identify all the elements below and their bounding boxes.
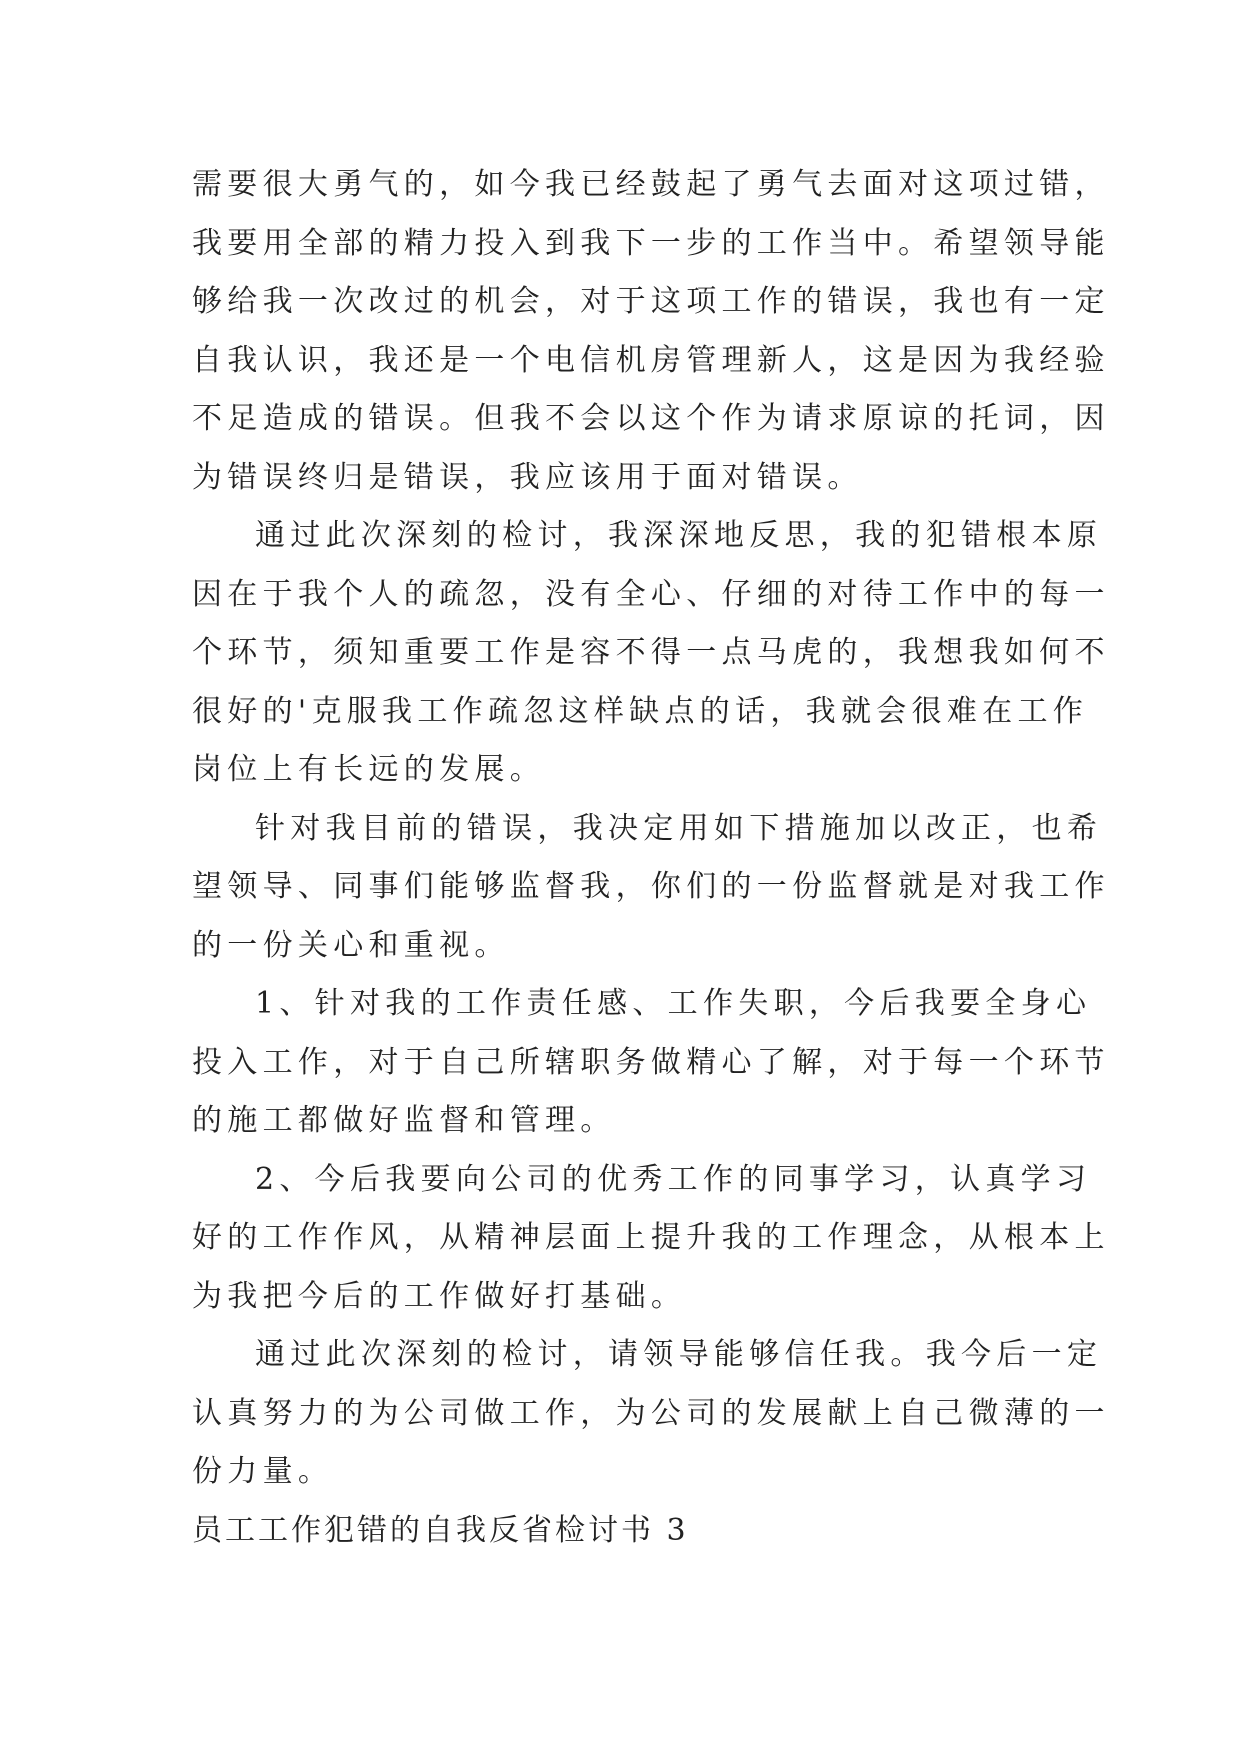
text-line: 2、今后我要向公司的优秀工作的同事学习，认真学习 (255, 1161, 1092, 1197)
text-line: 岗位上有长远的发展。 (192, 752, 545, 787)
text-line: 需要很大勇气的，如今我已经鼓起了勇气去面对这项过错， (192, 167, 1110, 202)
document-body (192, 156, 1110, 1560)
paragraph-3 (192, 800, 1110, 976)
text-line: 自我认识，我还是一个电信机房管理新人，这是因为我经验 (192, 342, 1110, 378)
text-line: 的一份关心和重视。 (192, 927, 510, 963)
text-line: 好的工作作风，从精神层面上提升我的工作理念，从根本上 (192, 1220, 1110, 1255)
paragraph-5 (192, 1151, 1110, 1327)
text-line: 我要用全部的精力投入到我下一步的工作当中。希望领导能 (192, 225, 1110, 261)
text-line: 为我把今后的工作做好打基础。 (192, 1278, 687, 1314)
text-line: 1、针对我的工作责任感、工作失职，今后我要全身心 (255, 986, 1092, 1021)
text-line: 通过此次深刻的检讨，请领导能够信任我。我今后一定 (255, 1337, 1103, 1372)
text-line: 因在于我个人的疏忽，没有全心、仔细的对待工作中的每一 (192, 576, 1110, 612)
section-heading: 员工工作犯错的自我反省检讨书 3 (192, 1512, 689, 1548)
paragraph-6 (192, 1326, 1110, 1502)
text-line: 够给我一次改过的机会，对于这项工作的错误，我也有一定 (192, 284, 1110, 319)
text-line: 认真努力的为公司做工作，为公司的发展献上自己微薄的一 (192, 1395, 1110, 1431)
text-line: 的施工都做好监督和管理。 (192, 1103, 616, 1138)
paragraph-2 (192, 507, 1110, 800)
text-line: 个环节，须知重要工作是容不得一点马虎的，我想我如何不 (192, 635, 1110, 670)
paragraph-1 (192, 156, 1110, 507)
text-line: 不足造成的错误。但我不会以这个作为请求原谅的托词，因 (192, 401, 1110, 436)
text-line: 很好的'克服我工作疏忽这样缺点的话，我就会很难在工作 (192, 693, 1089, 729)
text-line: 通过此次深刻的检讨，我深深地反思，我的犯错根本原 (255, 518, 1103, 553)
text-line: 份力量。 (192, 1454, 334, 1489)
text-line: 投入工作，对于自己所辖职务做精心了解，对于每一个环节 (192, 1044, 1110, 1080)
text-line: 为错误终归是错误，我应该用于面对错误。 (192, 459, 863, 495)
paragraph-4 (192, 975, 1110, 1151)
text-line: 针对我目前的错误，我决定用如下措施加以改正，也希 (255, 810, 1103, 846)
text-line: 望领导、同事们能够监督我，你们的一份监督就是对我工作 (192, 869, 1110, 904)
